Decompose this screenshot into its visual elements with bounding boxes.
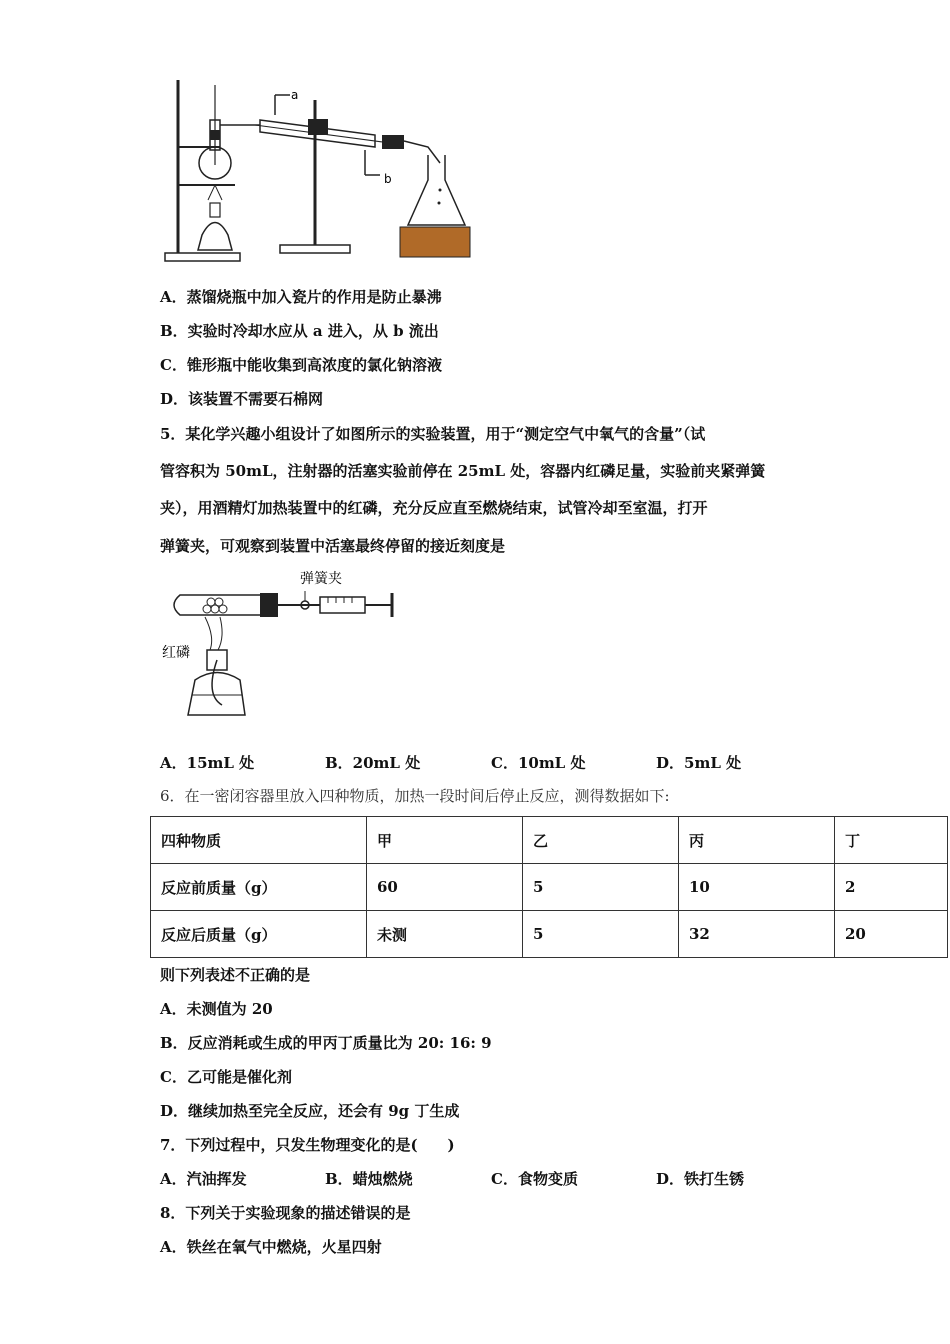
- table-cell: 32: [679, 911, 835, 958]
- table-header-cell: 丙: [679, 817, 835, 864]
- table-cell: 5: [523, 864, 679, 911]
- table-cell: 未测: [367, 911, 523, 958]
- phosphorus-apparatus-figure: [160, 565, 410, 725]
- q6-data-table: [150, 816, 948, 958]
- q6-question: 则下列表述不正确的是: [160, 966, 311, 984]
- q6-stem: 6．在一密闭容器里放入四种物质，加热一段时间后停止反应，测得数据如下:: [160, 787, 670, 805]
- label-b: b: [384, 172, 392, 186]
- q5-option-c: C．10mL 处: [491, 754, 586, 772]
- q7-option-c: C．食物变质: [491, 1170, 578, 1188]
- table-header-cell: 四种物质: [151, 817, 367, 864]
- q5-option-a: A．15mL 处: [160, 754, 255, 772]
- q6-option-a: A．未测值为 20: [160, 1000, 273, 1018]
- table-cell: 20: [835, 911, 948, 958]
- q5-stem-line-2: 管容积为 50mL，注射器的活塞实验前停在 25mL 处，容器内红磷足量，实验前夹紧弹簧: [160, 462, 766, 480]
- q8-stem: 8．下列关于实验现象的描述错误的是: [160, 1204, 411, 1222]
- q7-option-a: A．汽油挥发: [160, 1170, 247, 1188]
- table-row: [151, 864, 948, 911]
- q7-option-b: B．蜡烛燃烧: [325, 1170, 413, 1188]
- q5-stem-line-3: 夹），用酒精灯加热装置中的红磷，充分反应直至燃烧结束，试管冷却至室温，打开: [160, 499, 708, 517]
- table-header-row: [151, 817, 948, 864]
- q7-option-d: D．铁打生锈: [656, 1170, 745, 1188]
- table-cell: 5: [523, 911, 679, 958]
- q6-option-c: C．乙可能是催化剂: [160, 1068, 292, 1086]
- q4-option-c: C．锥形瓶中能收集到高浓度的氯化钠溶液: [160, 356, 442, 374]
- q5-stem-line-1: 5．某化学兴趣小组设计了如图所示的实验装置，用于“测定空气中氧气的含量”（试: [160, 425, 706, 443]
- q4-option-b: B．实验时冷却水应从 a 进入，从 b 流出: [160, 322, 439, 340]
- label-red-phosphorus: 红磷: [162, 645, 190, 661]
- table-header-cell: 丁: [835, 817, 948, 864]
- table-header-cell: 甲: [367, 817, 523, 864]
- table-cell: 反应前质量（g）: [151, 864, 367, 911]
- q5-stem-line-4: 弹簧夹，可观察到装置中活塞最终停留的接近刻度是: [160, 537, 506, 555]
- table-row: [151, 911, 948, 958]
- table-cell: 2: [835, 864, 948, 911]
- q7-stem: 7．下列过程中，只发生物理变化的是( ): [160, 1136, 455, 1154]
- q6-option-d: D．继续加热至完全反应，还会有 9g 丁生成: [160, 1102, 460, 1120]
- table-cell: 10: [679, 864, 835, 911]
- table-header-cell: 乙: [523, 817, 679, 864]
- table-cell: 反应后质量（g）: [151, 911, 367, 958]
- q8-option-a: A．铁丝在氧气中燃烧，火星四射: [160, 1238, 382, 1256]
- label-a: a: [291, 88, 299, 102]
- q5-option-d: D．5mL 处: [656, 754, 742, 772]
- q5-option-b: B．20mL 处: [325, 754, 421, 772]
- label-spring-clip: 弹簧夹: [300, 571, 342, 587]
- distillation-apparatus-figure: [160, 75, 480, 265]
- q4-option-d: D．该装置不需要石棉网: [160, 390, 324, 408]
- table-cell: 60: [367, 864, 523, 911]
- q4-option-a: A．蒸馏烧瓶中加入瓷片的作用是防止暴沸: [160, 288, 442, 306]
- q6-option-b: B．反应消耗或生成的甲丙丁质量比为 20: 16: 9: [160, 1034, 492, 1052]
